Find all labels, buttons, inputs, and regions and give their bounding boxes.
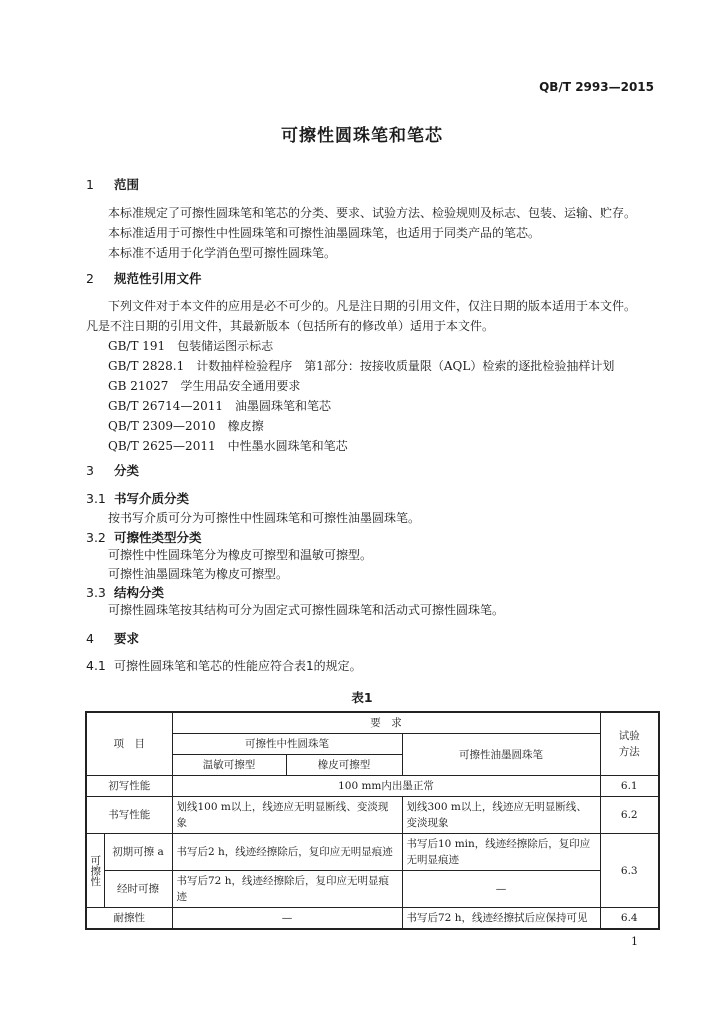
row-requirement: 100 mm内出墨正常 — [172, 776, 600, 797]
paragraph: 可擦性圆珠笔按其结构可分为固定式可擦性圆珠笔和活动式可擦性圆珠笔。 — [108, 603, 505, 617]
subsection-3-2-heading — [86, 528, 202, 546]
table-caption: 表1 — [351, 690, 373, 705]
row-item: 耐擦性 — [86, 908, 172, 930]
row-oil-requirement: 书写后10 min，线迹经擦除后，复印应无明显痕迹 — [402, 834, 600, 871]
row-oil-requirement: — — [402, 871, 600, 908]
section-number: 3 — [86, 463, 94, 478]
section-title: 要求 — [114, 631, 140, 646]
header-requirements: 要 求 — [172, 712, 600, 734]
standard-code: QB/T 2993—2015 — [539, 80, 654, 94]
row-item: 初写性能 — [86, 776, 172, 797]
section-title: 规范性引用文件 — [114, 271, 202, 286]
row-oil-requirement: 书写后72 h，线迹经擦拭后应保持可见 — [402, 908, 600, 930]
section-2-heading — [86, 269, 202, 287]
reference-item: GB/T 191 包装储运图示标志 — [108, 339, 274, 353]
row-oil-requirement: 划线300 m以上，线迹应无明显断线、变淡现象 — [402, 797, 600, 834]
table-row — [86, 871, 659, 908]
section-4-heading — [86, 629, 139, 647]
header-oil-pen: 可擦性油墨圆珠笔 — [402, 734, 600, 776]
table-row — [86, 797, 659, 834]
header-test-method — [600, 712, 659, 776]
requirements-table — [85, 711, 660, 930]
document-title: 可擦性圆珠笔和笔芯 — [281, 126, 443, 146]
reference-item: GB/T 26714—2011 油墨圆珠笔和笔芯 — [108, 399, 331, 413]
reference-item: QB/T 2309—2010 橡皮擦 — [108, 419, 264, 433]
header-thermo-erasable: 温敏可擦型 — [172, 755, 286, 776]
table-header-row — [86, 734, 659, 755]
subsection-title: 结构分类 — [114, 585, 165, 600]
subsection-number: 3.1 — [86, 491, 106, 506]
row-test-method: 6.2 — [600, 797, 659, 834]
header-rubber-erasable: 橡皮可擦型 — [286, 755, 402, 776]
header-item: 项 目 — [86, 712, 172, 776]
paragraph: 可擦性油墨圆珠笔为橡皮可擦型。 — [108, 567, 289, 581]
header-test-method-text: 试验方法 — [618, 730, 640, 758]
header-neutral-pen: 可擦性中性圆珠笔 — [172, 734, 402, 755]
subsection-title: 书写介质分类 — [114, 491, 190, 506]
row-item: 书写性能 — [86, 797, 172, 834]
reference-item: GB/T 2828.1 计数抽样检验程序 第1部分：按接收质量限（AQL）检索的逐批检验抽样计划 — [108, 359, 615, 373]
section-title: 分类 — [114, 463, 140, 478]
row-test-method: 6.1 — [600, 776, 659, 797]
row-item: 初期可擦 a — [104, 834, 172, 871]
subsection-number: 3.3 — [86, 585, 106, 600]
subsection-3-1-heading — [86, 489, 189, 507]
paragraph: 本标准规定了可擦性圆珠笔和笔芯的分类、要求、试验方法、检验规则及标志、包装、运输、贮存。 — [108, 206, 637, 220]
paragraph: 本标准适用于可擦性中性圆珠笔和可擦性油墨圆珠笔，也适用于同类产品的笔芯。 — [108, 226, 541, 240]
section-title: 范围 — [114, 177, 140, 192]
row-neutral-requirement: 书写后2 h，线迹经擦除后，复印应无明显痕迹 — [172, 834, 402, 871]
subsection-number: 3.2 — [86, 530, 106, 545]
paragraph: 可擦性中性圆珠笔分为橡皮可擦型和温敏可擦型。 — [108, 548, 373, 562]
paragraph: 本标准不适用于化学消色型可擦性圆珠笔。 — [108, 246, 337, 260]
page-number: 1 — [631, 935, 638, 948]
row-group-erasability: 可擦性 — [86, 834, 104, 908]
subsection-text: 可擦性圆珠笔和笔芯的性能应符合表1的规定。 — [114, 659, 362, 673]
row-item: 经时可擦 — [104, 871, 172, 908]
reference-item: QB/T 2625—2011 中性墨水圆珠笔和笔芯 — [108, 439, 348, 453]
table-row — [86, 908, 659, 930]
section-1-heading — [86, 175, 139, 193]
table-header-row — [86, 712, 659, 734]
subsection-title: 可擦性类型分类 — [114, 530, 202, 545]
paragraph: 按书写介质可分为可擦性中性圆珠笔和可擦性油墨圆珠笔。 — [108, 511, 421, 525]
subsection-3-3-heading — [86, 583, 164, 601]
row-neutral-requirement: — — [172, 908, 402, 930]
reference-item: GB 21027 学生用品安全通用要求 — [108, 379, 301, 393]
section-number: 4 — [86, 631, 94, 646]
subsection-4-1 — [86, 657, 362, 674]
section-number: 1 — [86, 177, 94, 192]
table-row — [86, 834, 659, 871]
paragraph: 下列文件对于本文件的应用是必不可少的。凡是注日期的引用文件，仅注日期的版本适用于本文件。 — [108, 299, 637, 313]
section-3-heading — [86, 461, 139, 479]
row-test-method: 6.4 — [600, 908, 659, 930]
row-neutral-requirement: 书写后72 h，线迹经擦除后，复印应无明显痕迹 — [172, 871, 402, 908]
paragraph: 凡是不注日期的引用文件，其最新版本（包括所有的修改单）适用于本文件。 — [86, 319, 495, 333]
subsection-number: 4.1 — [86, 658, 106, 673]
table-row — [86, 776, 659, 797]
section-number: 2 — [86, 271, 94, 286]
row-test-method: 6.3 — [600, 834, 659, 908]
row-neutral-requirement: 划线100 m以上，线迹应无明显断线、变淡现象 — [172, 797, 402, 834]
